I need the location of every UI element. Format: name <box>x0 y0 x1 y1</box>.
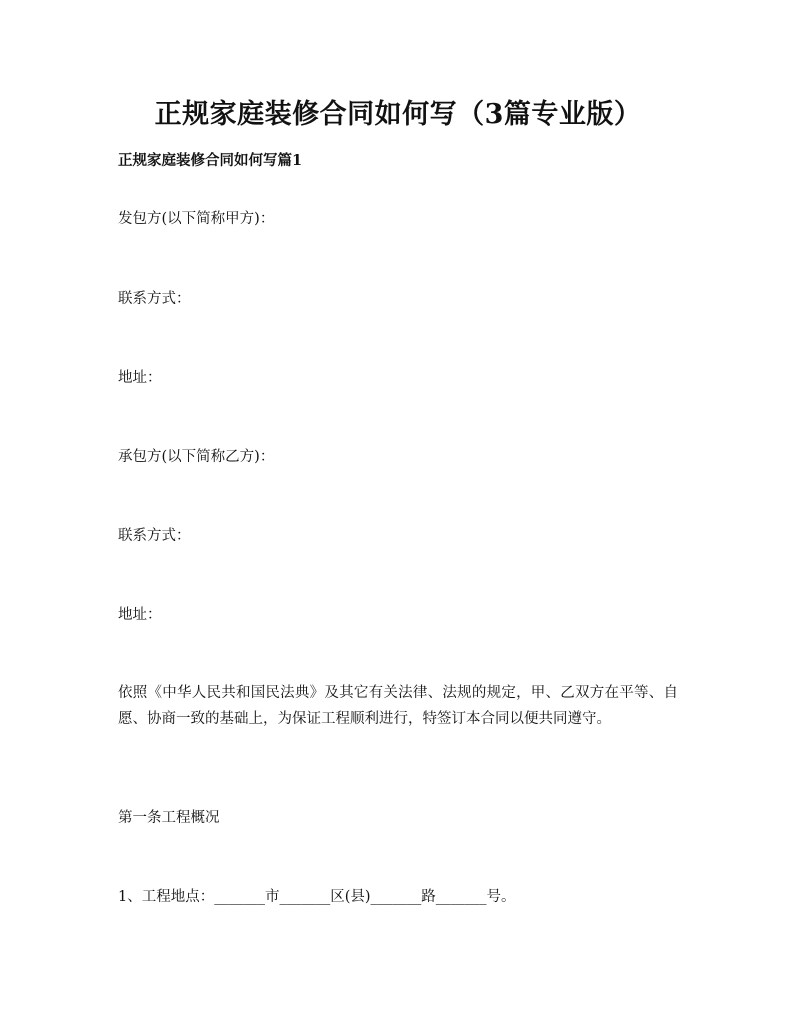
article-1-heading: 第一条工程概况 <box>118 810 220 826</box>
article-1-item-1: 1、工程地点：_______市_______区(县)_______路_______号。 <box>118 889 516 905</box>
party-b-contact-line: 联系方式： <box>118 528 191 544</box>
party-b-line: 承包方(以下简称乙方)： <box>118 449 275 465</box>
preamble-paragraph: 依照《中华人民共和国民法典》及其它有关法律、法规的规定，甲、乙双方在平等、自愿、协商一致的基础上，为保证工程顺利进行，特签订本合同以便共同遵守。 <box>118 685 678 727</box>
document-title: 正规家庭装修合同如何写（3篇专业版） <box>154 99 642 130</box>
party-a-contact-line: 联系方式： <box>118 291 191 307</box>
party-a-address-line: 地址： <box>118 370 162 386</box>
section-heading-1: 正规家庭装修合同如何写篇1 <box>118 152 303 169</box>
party-b-address-line: 地址： <box>118 607 162 623</box>
party-a-line: 发包方(以下简称甲方)： <box>118 211 275 227</box>
